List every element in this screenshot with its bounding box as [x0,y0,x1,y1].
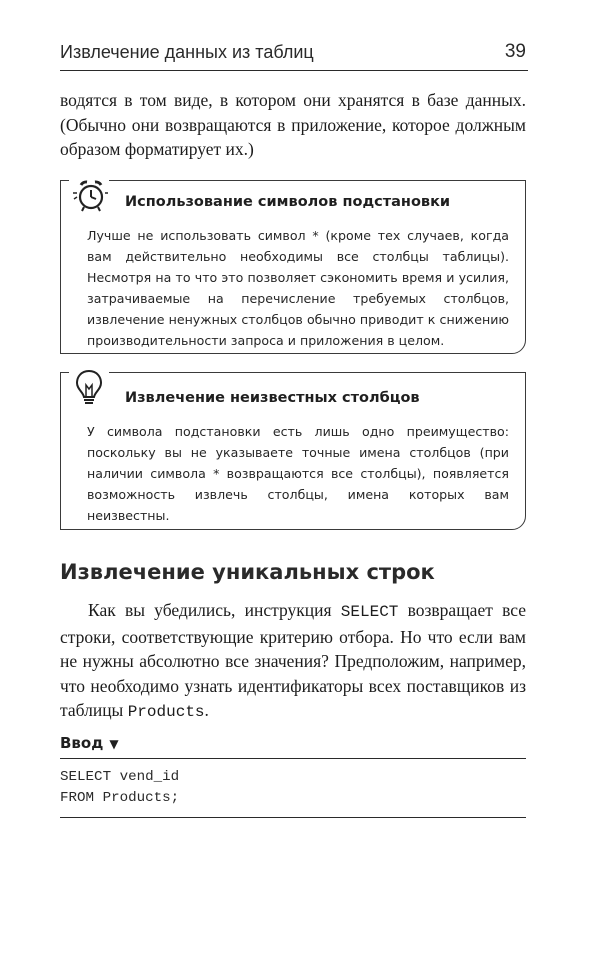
code-divider-bottom [60,817,526,818]
code-listing: SELECT vend_id FROM Products; [60,769,180,806]
code-divider-top [60,758,526,759]
running-header [60,40,528,71]
section-heading: Извлечение уникальных строк [60,560,435,584]
callout-title: Использование символов подстановки [125,194,451,210]
callout-title: Извлечение неизвестных столбцов [125,390,420,406]
callout-body: У символа подстановки есть лишь одно преимущество: поскольку вы не указываете точные имена столбцов (при наличии символа * возвращаются все столбцы), появляется возможность извлечь столбцы, имена которых вам неизвестны. [87,424,509,523]
inline-code-select: SELECT [340,603,399,621]
tip-callout-wildcards [60,180,526,354]
callout-body: Лучше не использовать символ * (кроме тех случаев, когда вам действительно необходимы все столбцы таблицы). Несмотря на то что это позволяет сэкономить время и усилия, затрачиваемые на перечисление требуемых столбцов, извлечение ненужных столбцов обычно приводит к снижению производительности запроса и приложения в целом. [87,228,509,348]
alarm-clock-icon [69,175,109,215]
tip-callout-unknown-columns [60,372,526,530]
paragraph-text: возвращает все строки, соответствующие критерию отбора. Но что если вам не нужны абсолютно все значения? Предположим, например, что необходимо узнать идентификаторы всех поставщиков из таблицы [60,600,526,720]
triangle-down-icon: ▼ [109,737,119,751]
paragraph-text: Как вы убедились, инструкция [88,600,341,620]
chapter-title: Извлечение данных из таблиц [60,42,314,62]
inline-code-products: Products [127,703,205,721]
input-label-text: Ввод [60,734,104,752]
section-paragraph [60,598,526,725]
lightbulb-icon [69,367,109,407]
paragraph-text: . [204,700,209,720]
intro-paragraph: водятся в том виде, в котором они хранятся в базе данных. (Обычно они возвращаются в приложение, которое должным образом форматирует их.) [60,90,526,159]
page-number: 39 [504,41,526,62]
input-label [60,734,119,752]
